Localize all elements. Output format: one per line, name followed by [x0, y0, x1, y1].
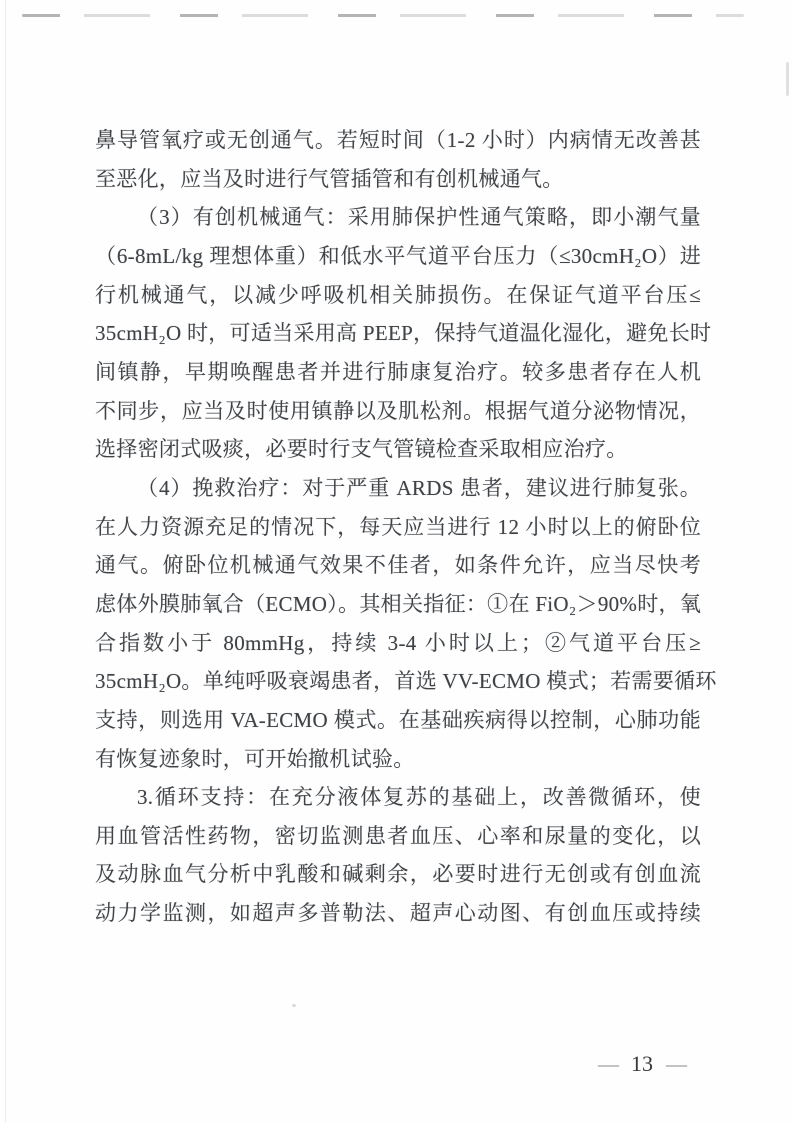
page-number-right-dash: — — [666, 1051, 686, 1076]
text-line: 35cmH₂O 时，可适当采用高 PEEP，保持气道温化湿化，避免长时 — [95, 321, 712, 346]
text-line: 至恶化，应当及时进行气管插管和有创机械通气。 — [95, 166, 564, 191]
scan-artifact-speck — [292, 1004, 296, 1007]
text-line: 动力学监测，如超声多普勒法、超声心动图、有创血压或持续 — [95, 901, 701, 926]
page-number — [598, 1051, 686, 1077]
text-line: 及动脉血气分析中乳酸和碱剩余，必要时进行无创或有创血流 — [95, 862, 701, 887]
text-line: （3）有创机械通气：采用肺保护性通气策略，即小潮气量 — [137, 205, 701, 230]
text-line: 支持，则选用 VA-ECMO 模式。在基础疾病得以控制，心肺功能 — [95, 707, 701, 732]
text-line: 3.循环支持：在充分液体复苏的基础上，改善微循环，使 — [137, 785, 701, 810]
page-number-value: 13 — [631, 1051, 653, 1076]
text-line: （6-8mL/kg 理想体重）和低水平气道平台压力（≤30cmH₂O）进 — [95, 243, 701, 268]
text-line: 虑体外膜肺氧合（ECMO）。其相关指征：①在 FiO₂＞90%时，氧 — [95, 591, 702, 616]
scan-artifact-left-edge — [5, 0, 6, 1122]
text-line: （4）挽救治疗：对于严重 ARDS 患者，建议进行肺复张。 — [137, 475, 701, 500]
text-line: 在人力资源充足的情况下，每天应当进行 12 小时以上的俯卧位 — [95, 514, 701, 539]
text-line: 有恢复迹象时，可开始撤机试验。 — [95, 746, 415, 771]
text-line: 不同步，应当及时使用镇静以及肌松剂。根据气道分泌物情况， — [95, 398, 701, 423]
document-body — [95, 121, 717, 933]
scan-artifact-right-mark — [786, 62, 789, 96]
text-line: 通气。俯卧位机械通气效果不佳者，如条件允许，应当尽快考 — [95, 553, 701, 578]
text-line: 鼻导管氧疗或无创通气。若短时间（1-2 小时）内病情无改善甚 — [95, 128, 701, 152]
page-number-left-dash: — — [598, 1051, 618, 1076]
text-line: 用血管活性药物，密切监测患者血压、心率和尿量的变化，以 — [95, 823, 701, 848]
text-line: 行机械通气，以减少呼吸机相关肺损伤。在保证气道平台压≤ — [95, 282, 701, 307]
scan-artifact-top-edge — [22, 14, 744, 17]
text-line: 间镇静，早期唤醒患者并进行肺康复治疗。较多患者存在人机 — [95, 359, 701, 384]
text-line: 合指数小于 80mmHg，持续 3-4 小时以上；②气道平台压≥ — [95, 630, 701, 655]
text-line: 选择密闭式吸痰，必要时行支气管镜检查采取相应治疗。 — [95, 437, 628, 462]
text-line: 35cmH₂O。单纯呼吸衰竭患者，首选 VV-ECMO 模式；若需要循环 — [95, 669, 717, 694]
